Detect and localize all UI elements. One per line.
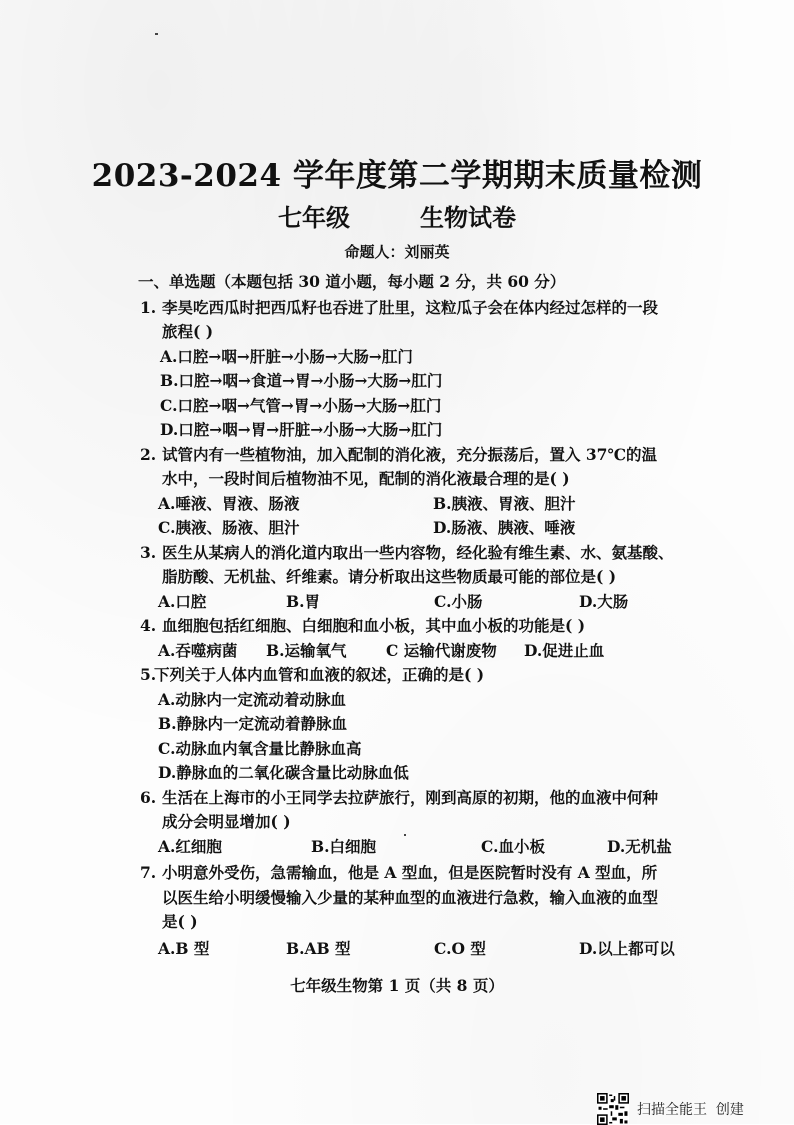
question-number: 2. — [140, 444, 157, 464]
question-4 — [140, 614, 720, 663]
option-d: D.无机盐 — [607, 836, 672, 856]
question-number: 1. — [140, 297, 157, 317]
question-3 — [140, 541, 720, 615]
question-number: 6. — [140, 787, 157, 807]
option-b: B.运输氧气 — [266, 640, 347, 660]
option-c: C.口腔→咽→气管→胃→小肠→大肠→肛门 — [160, 395, 442, 415]
option-c: C.O 型 — [434, 938, 486, 958]
question-text: 试管内有一些植物油，加入配制的消化液，充分振荡后，置入 37℃的温 — [162, 444, 658, 464]
question-number: 4. — [140, 616, 157, 635]
scan-speck — [155, 33, 158, 35]
question-text: 下列关于人体内血管和血液的叙述，正确的是( ) — [154, 665, 485, 684]
grade-label: 七年级 — [278, 203, 350, 232]
question-number: 7. — [140, 863, 157, 882]
question-6 — [140, 786, 720, 860]
option-d: D.以上都可以 — [579, 938, 675, 958]
option-c: C.小肠 — [434, 591, 483, 611]
option-c: C.动脉血内氧含量比静脉血高 — [158, 738, 362, 758]
question-text: 成分会明显增加( ) — [162, 812, 291, 831]
option-c: C 运输代谢废物 — [386, 640, 497, 660]
option-b: B.AB 型 — [286, 938, 351, 958]
option-b: B.口腔→咽→食道→胃→小肠→大肠→肛门 — [160, 371, 443, 390]
option-a: A.B 型 — [158, 938, 210, 958]
option-a: A.动脉内一定流动着动脉血 — [158, 689, 346, 709]
question-text: 旅程( ) — [162, 322, 214, 341]
subject-label: 生物试卷 — [420, 203, 516, 232]
page-footer: 七年级生物第 1 页（共 8 页） — [290, 976, 504, 995]
question-text: 李昊吃西瓜时把西瓜籽也吞进了肚里，这粒瓜子会在体内经过怎样的一段 — [162, 297, 659, 317]
question-text: 血细胞包括红细胞、白细胞和血小板，其中血小板的功能是( ) — [162, 616, 586, 635]
scanner-action: 创建 — [715, 1102, 744, 1118]
question-text: 生活在上海市的小王同学去拉萨旅行，刚到高原的初期，他的血液中何种 — [162, 787, 659, 807]
scanner-watermark — [597, 1093, 744, 1125]
question-number: 5. — [140, 665, 157, 684]
option-a: A.口腔 — [158, 591, 207, 611]
option-b: B.静脉内一定流动着静脉血 — [158, 714, 347, 733]
question-text: 是( ) — [162, 912, 198, 931]
option-d: D.口腔→咽→胃→肝脏→小肠→大肠→肛门 — [160, 420, 443, 439]
option-a: A.口腔→咽→肝脏→小肠→大肠→肛门 — [160, 346, 413, 366]
option-b: B.白细胞 — [311, 836, 376, 856]
question-7 — [140, 861, 720, 961]
option-b: B.胃 — [286, 591, 320, 611]
question-area — [140, 270, 720, 961]
option-d: D.静脉血的二氧化碳含量比动脉血低 — [158, 763, 409, 782]
question-text: 小明意外受伤，急需输血，他是 A 型血，但是医院暂时没有 A 型血，所 — [162, 863, 658, 882]
option-a: A.红细胞 — [158, 836, 222, 856]
exam-subtitle — [0, 198, 794, 233]
question-text: 医生从某病人的消化道内取出一些内容物，经化验有维生素、水、氨基酸、 — [162, 542, 674, 562]
option-a: A.唾液、胃液、肠液 — [158, 493, 300, 513]
question-2 — [140, 443, 720, 541]
scanner-app-name: 扫描全能王 — [637, 1102, 707, 1118]
question-text: 以医生给小明缓慢输入少量的某种血型的血液进行急救，输入血液的血型 — [162, 887, 659, 907]
question-number: 3. — [140, 542, 157, 562]
option-c: C.血小板 — [481, 836, 545, 856]
question-text: 脂肪酸、无机盐、纤维素。请分析取出这些物质最可能的部位是( ) — [162, 567, 617, 586]
qr-code-icon — [597, 1093, 629, 1125]
option-d: D.肠液、胰液、唾液 — [433, 518, 576, 537]
option-a: A.吞噬病菌 — [158, 640, 238, 660]
section-heading: 一、单选题（本题包括 30 道小题，每小题 2 分，共 60 分） — [138, 272, 566, 291]
option-d: D.促进止血 — [524, 640, 605, 660]
option-d: D.大肠 — [579, 591, 629, 611]
question-5 — [140, 663, 720, 786]
option-b: B.胰液、胃液、胆汁 — [433, 493, 576, 513]
exam-title: 2023-2024 学年度第二学期期末质量检测 — [91, 158, 703, 194]
question-1 — [140, 296, 720, 443]
option-c: C.胰液、肠液、胆汁 — [158, 518, 300, 537]
author-line: 命题人：刘丽英 — [344, 243, 450, 261]
question-text: 水中，一段时间后植物油不见，配制的消化液最合理的是( ) — [162, 469, 570, 488]
